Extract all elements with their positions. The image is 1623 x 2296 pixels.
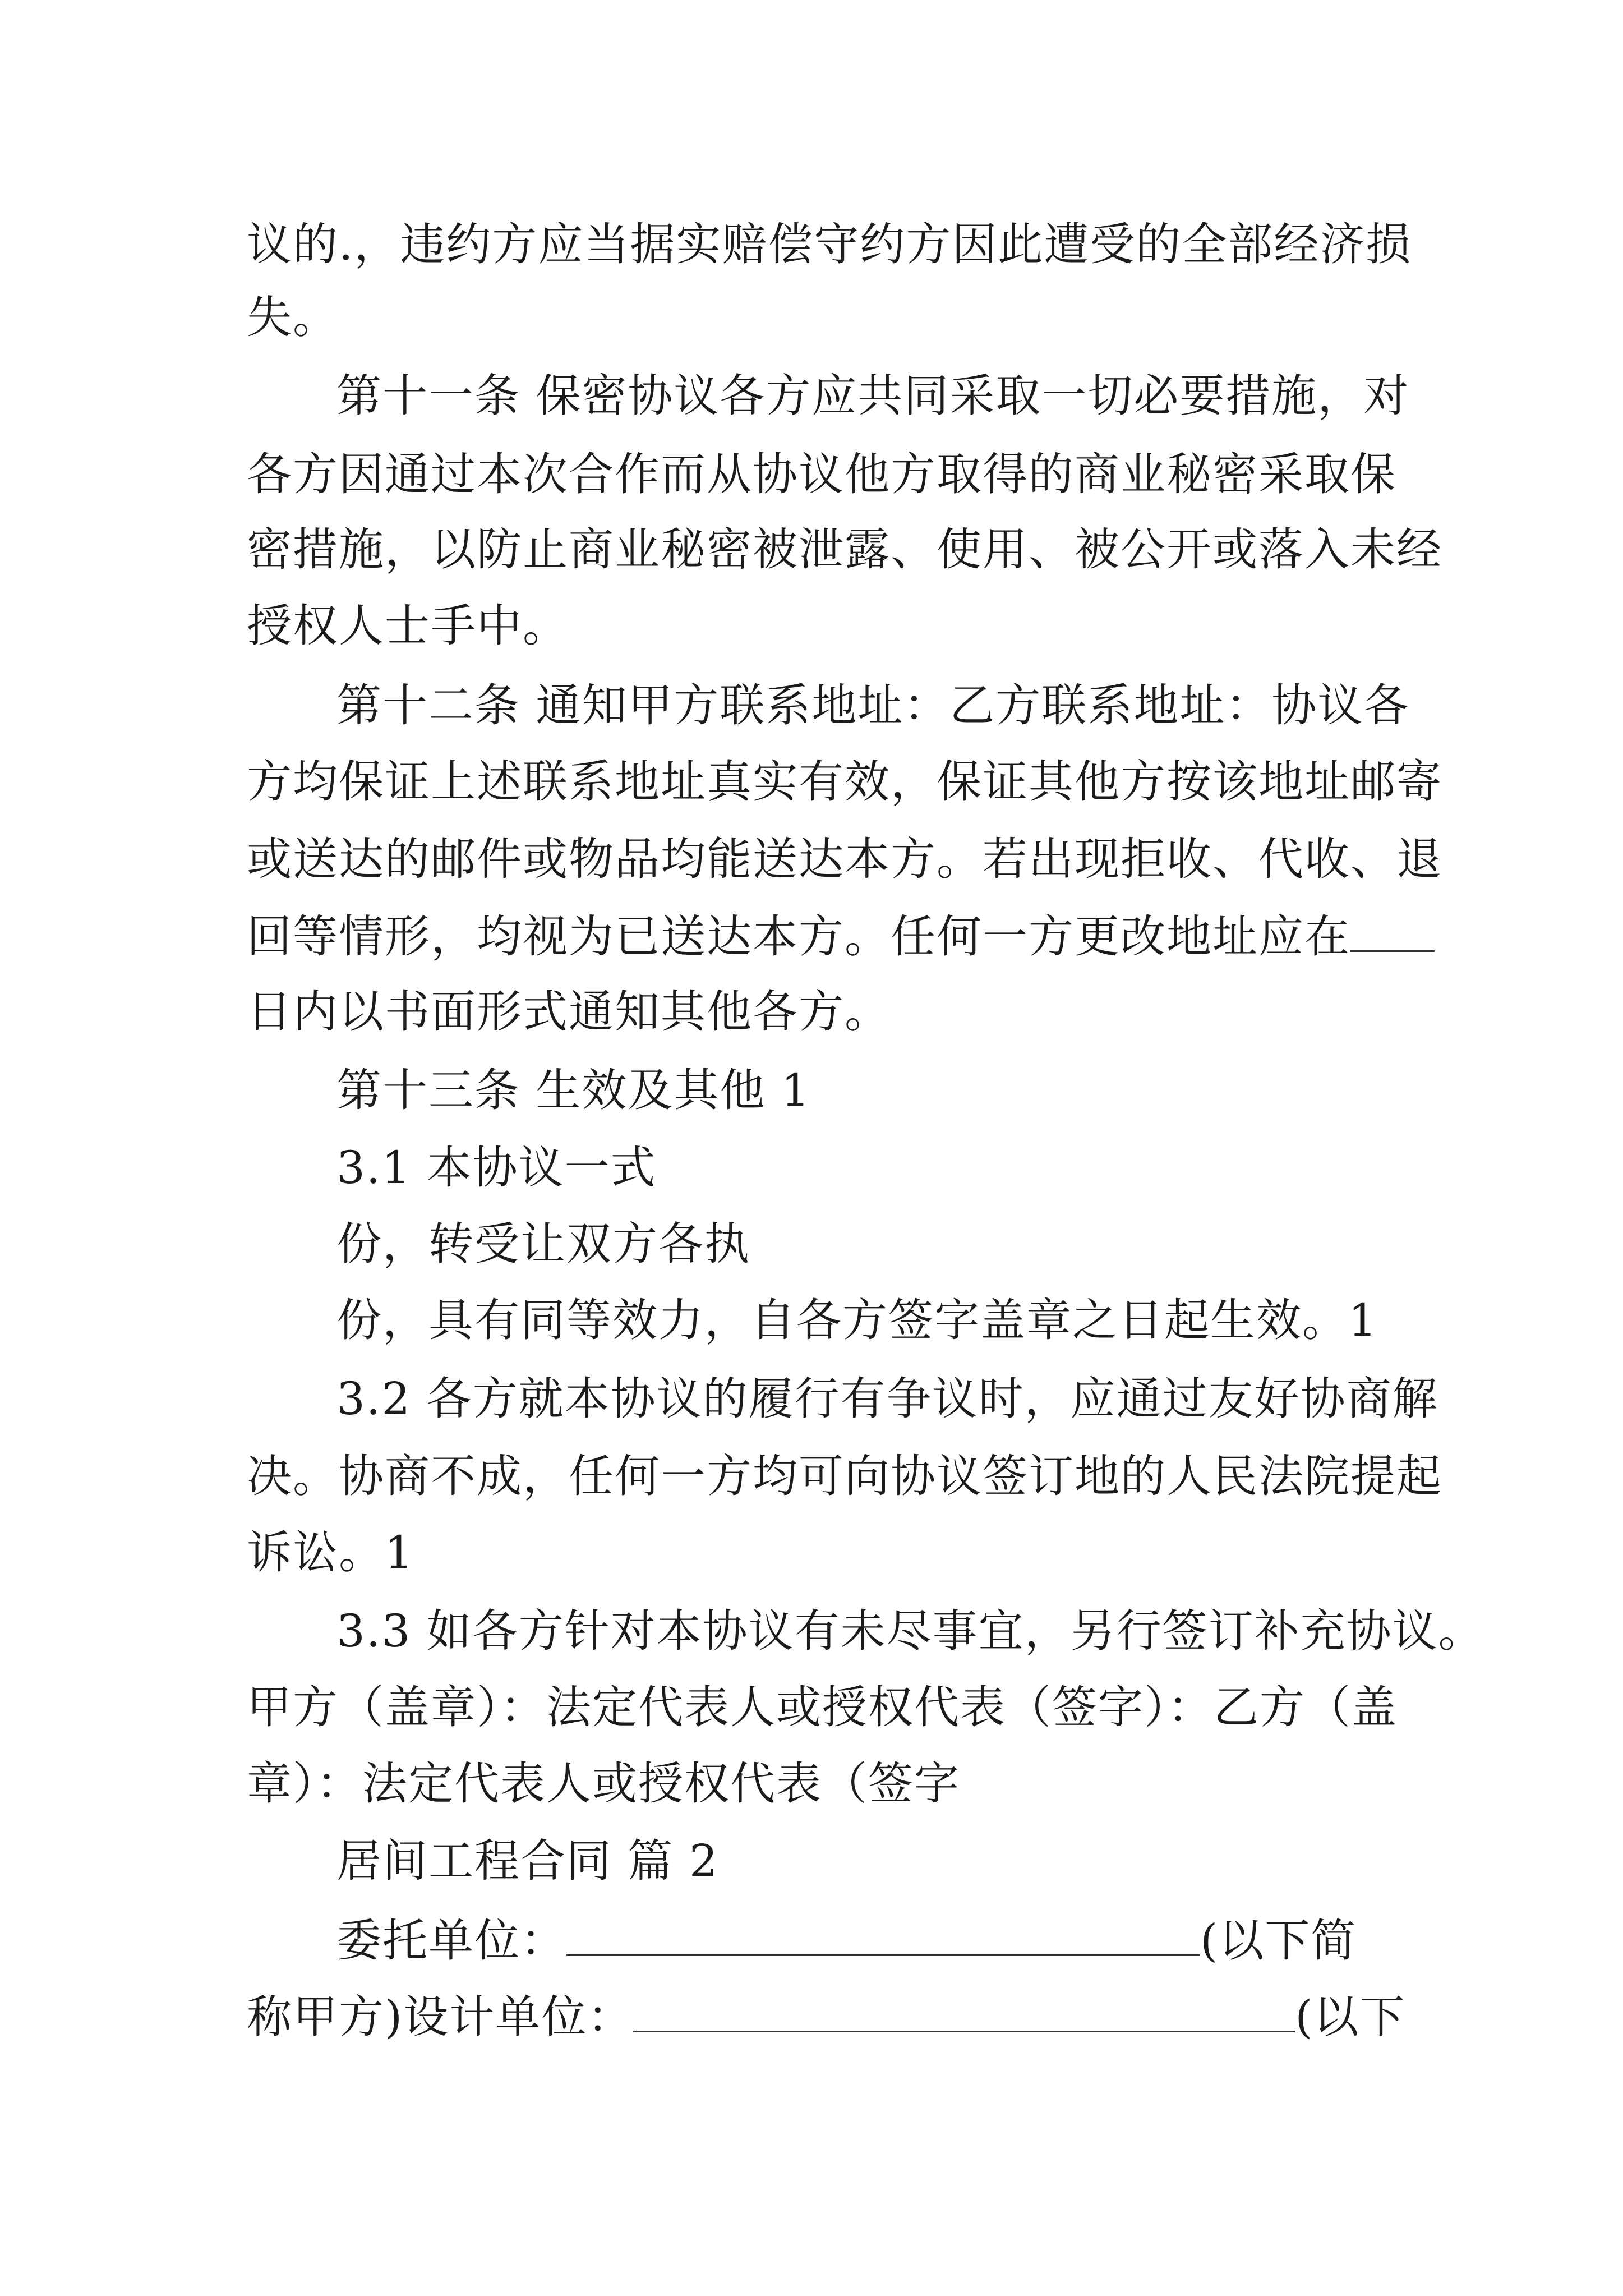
- article-11-heading: 第十一条 保密协议各方应共同采取一切必要措施，对: [336, 370, 1410, 422]
- text-line: [247, 909, 1435, 963]
- text-line: 或送达的邮件或物品均能送达本方。若出现拒收、代收、退: [247, 833, 1442, 885]
- text-line: 各方因通过本次合作而从协议他方取得的商业秘密采取保: [247, 448, 1396, 500]
- text-line: 失。: [247, 291, 339, 343]
- text-line: 方均保证上述联系地址真实有效，保证其他方按该地址邮寄: [247, 756, 1442, 808]
- text-line: 诉讼。1: [247, 1526, 414, 1579]
- clause-3-2: 3.2 各方就本协议的履行有争议时，应通过友好协商解: [336, 1373, 1438, 1425]
- text-line: 决。协商不成，任何一方均可向协议签订地的人民法院提起: [247, 1450, 1442, 1502]
- blank-days-field[interactable]: [1350, 909, 1435, 952]
- design-unit-suffix: (以下: [1295, 1991, 1406, 2043]
- design-unit-field[interactable]: [633, 1989, 1295, 2032]
- signature-line: 章）：法定代表人或授权代表（签字: [247, 1757, 960, 1810]
- clause-3-1: 3.1 本协议一式: [336, 1142, 657, 1194]
- entrust-unit-field[interactable]: [566, 1913, 1200, 1956]
- design-unit-line: [247, 1989, 1405, 2043]
- design-unit-label: 称甲方)设计单位：: [247, 1991, 634, 2043]
- section-title: 居间工程合同 篇 2: [336, 1835, 719, 1887]
- text-line: 份，转受让双方各执: [336, 1218, 750, 1270]
- text-segment: 回等情形，均视为已送达本方。任何一方更改地址应在: [247, 910, 1350, 963]
- text-line: 份，具有同等效力，自各方签字盖章之日起生效。1: [336, 1294, 1378, 1346]
- entrust-unit-line: [336, 1913, 1357, 1967]
- entrust-unit-label: 委托单位：: [336, 1915, 566, 1967]
- text-line: 授权人士手中。: [247, 600, 569, 652]
- article-13-heading: 第十三条 生效及其他 1: [336, 1064, 811, 1116]
- text-line: 日内以书面形式通知其他各方。: [247, 986, 891, 1038]
- entrust-unit-suffix: (以下简: [1200, 1915, 1357, 1967]
- signature-line: 甲方（盖章）：法定代表人或授权代表（签字）：乙方（盖: [247, 1681, 1398, 1733]
- text-line: 议的.，违约方应当据实赔偿守约方因此遭受的全部经济损: [247, 218, 1412, 270]
- article-12-heading: 第十二条 通知甲方联系地址：乙方联系地址：协议各: [336, 679, 1410, 731]
- text-line: 密措施，以防止商业秘密被泄露、使用、被公开或落入未经: [247, 523, 1442, 576]
- clause-3-3: 3.3 如各方针对本协议有未尽事宜，另行签订补充协议。: [336, 1605, 1484, 1657]
